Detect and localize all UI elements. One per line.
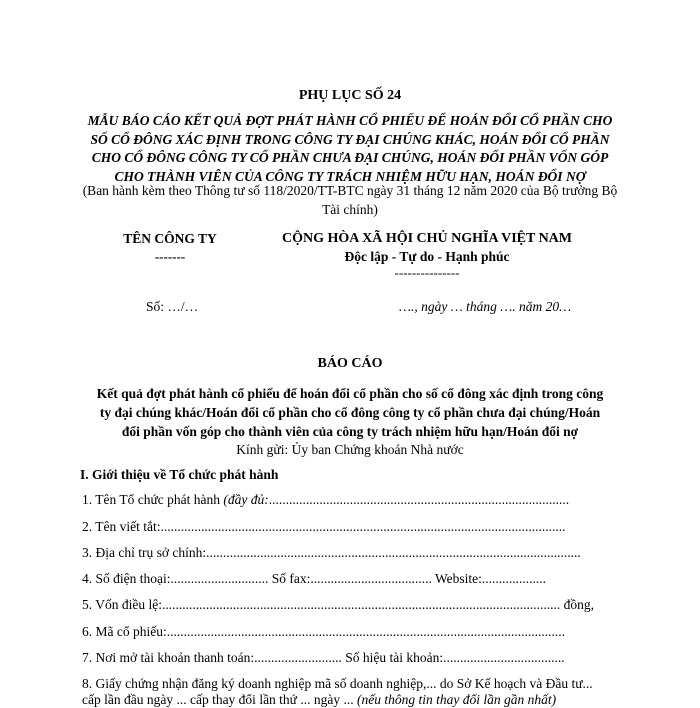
field-fill: .......................... Số hiệu tài khoản:.................................... [254, 650, 565, 665]
field-stock-code [82, 624, 565, 640]
form-title: MẪU BÁO CÁO KẾT QUẢ ĐỢT PHÁT HÀNH CỔ PHIẾU ĐỂ HOÁN ĐỔI CỔ PHẦN CHO SỐ CỔ ĐÔNG XÁC ĐỊNH TRONG CÔNG TY ĐẠI CHÚNG KHÁC, HOÁN ĐỔI CỔ PHẦN CHO CỔ ĐÔNG CÔNG TY CỔ PHẦN CHƯA ĐẠI CHÚNG, HOÁN ĐỔI PHẦN VỐN GÓP CHO THÀNH VIÊN CỦA CÔNG TY TRÁCH NHIỆM HỮU HẠN, HOÁN ĐỔI NỢ [87, 113, 613, 184]
place-date: …., ngày … tháng …. năm 20… [399, 299, 572, 314]
field-note: (nếu thông tin thay đổi lần gần nhất) [353, 692, 557, 707]
field-label: 4. Số điện thoại: [82, 571, 171, 586]
field-charter-capital [82, 597, 594, 613]
report-subject: Kết quả đợt phát hành cổ phiếu để hoán đổi cổ phần cho số cổ đông xác định trong công ty đại chúng khác/Hoán đổi cổ phần cho cổ đông công ty cổ phần chưa đại chúng/Hoán đổi phần vốn góp cho thành viên của công ty trách nhiệm hữu hạn/Hoán đổi nợ [96, 386, 604, 439]
national-motto: Độc lập - Tự do - Hạnh phúc [344, 249, 510, 264]
field-note: (đầy đủ: [223, 492, 269, 507]
field-issuer-name [82, 492, 569, 508]
field-contact [82, 571, 546, 587]
report-title: BÁO CÁO [317, 356, 383, 371]
field-fill: ............................................................................................................... [206, 545, 581, 560]
section-heading: I. Giới thiệu về Tổ chức phát hành [80, 467, 279, 482]
field-fill: ...................................................................................................................... đồng, [162, 597, 594, 612]
field-fill: ............................. Số fax:.................................... Website:................... [170, 571, 547, 586]
field-label: 5. Vốn điều lệ: [82, 597, 162, 612]
field-label: 8. Giấy chứng nhận đăng ký doanh nghiệp mã số doanh nghiệp,... do Sở Kế hoạch và Đầu tư... [82, 676, 593, 691]
field-head-office [82, 545, 581, 561]
motto-separator: --------------- [394, 265, 460, 280]
field-label: 3. Địa chỉ trụ sở chính: [82, 545, 207, 560]
field-label: 6. Mã cổ phiếu: [82, 624, 167, 639]
company-separator: ------- [154, 249, 186, 264]
national-title: CỘNG HÒA XÃ HỘI CHỦ NGHĨA VIỆT NAM [281, 231, 572, 246]
field-fill: ......................................................................................... [268, 492, 570, 507]
field-registration-certificate-cont [82, 692, 556, 708]
appendix-title: PHỤ LỤC SỐ 24 [298, 88, 402, 103]
field-label: cấp lần đầu ngày ... cấp thay đổi lần thứ ... ngày ... [82, 692, 354, 707]
field-label: 2. Tên viết tắt: [82, 519, 161, 534]
field-short-name [82, 519, 565, 535]
field-registration-certificate [82, 676, 593, 692]
field-label: 1. Tên Tổ chức phát hành [82, 492, 224, 507]
issued-note: (Ban hành kèm theo Thông tư số 118/2020/TT-BTC ngày 31 tháng 12 năm 2020 của Bộ trưởng Bộ Tài chính) [82, 183, 618, 217]
field-label: 7. Nơi mở tài khoản thanh toán: [82, 650, 255, 665]
field-bank-account [82, 650, 565, 666]
document-number: Số: …/… [146, 299, 199, 314]
field-fill: ...................................................................................................................... [166, 624, 565, 639]
company-name: TÊN CÔNG TY [123, 231, 217, 246]
recipient-line: Kính gửi: Ủy ban Chứng khoán Nhà nước [236, 442, 464, 457]
field-fill: ........................................................................................................................ [160, 519, 566, 534]
